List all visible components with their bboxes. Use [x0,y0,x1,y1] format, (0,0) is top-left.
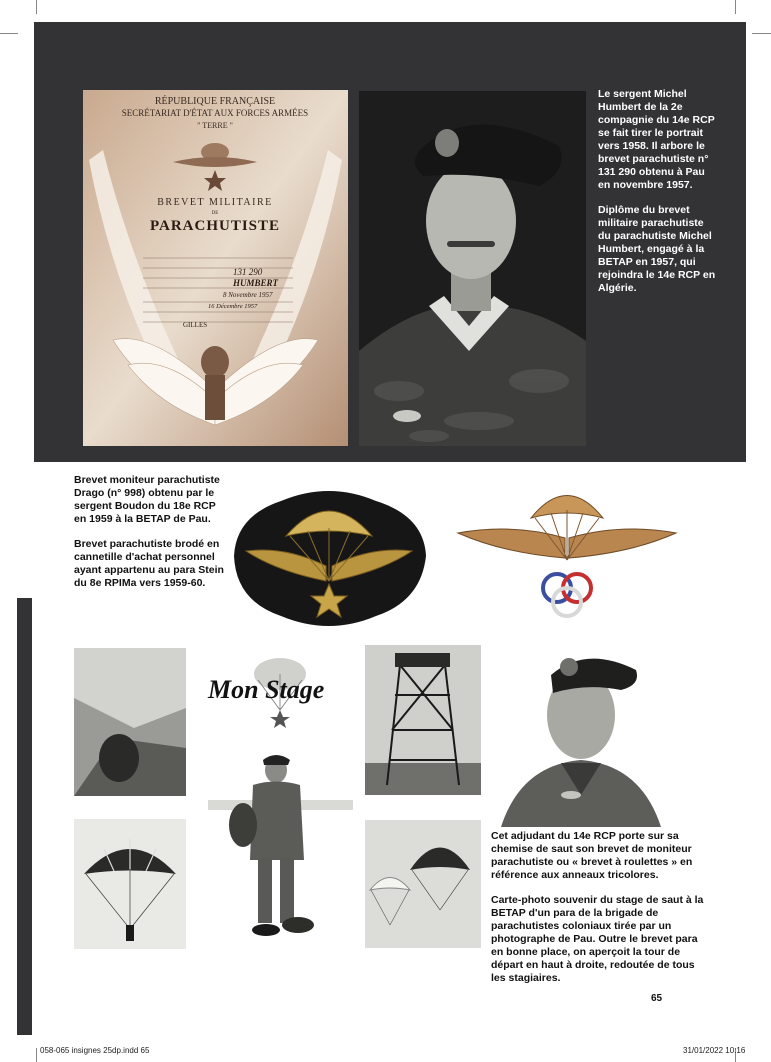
mon-stage-card [200,650,350,730]
caption-top-diploma: Diplôme du brevet militaire parachutiste du parachutiste Michel Humbert, engagé à la BETAP en 1957, qui rejoindra le 14e RCP en Algérie. [598,204,716,294]
jump-door-photo [74,648,186,796]
diploma-line3: " TERRE " [197,121,233,130]
caption-middle-drago: Brevet moniteur parachutiste Drago (n° 998) obtenu par le sergent Boudon du 18e RCP en 1959 à la BETAP de Pau. [74,474,220,525]
diploma-signatory: GILLES [183,321,208,329]
adjudant-portrait-photo [491,645,669,827]
embroidered-badge-photo [226,476,432,636]
diploma-number: 131 290 [233,267,263,277]
crop-mark [36,1048,37,1062]
diploma-sign-date: 16 Décembre 1957 [208,303,258,310]
diploma-name: HUMBERT [233,278,279,288]
jump-tower-photo [365,645,481,795]
caption-top [598,88,718,307]
caption-bottom-adjudant: Cet adjudant du 14e RCP porte sur sa chemise de saut son brevet de moniteur parachutiste ou « brevet à roulettes » en référence aux anneaux tricolores. [491,830,693,881]
parachute-canopy-photo [74,819,186,949]
diploma-line4: BREVET MILITAIRE [157,197,273,208]
caption-bottom [491,830,711,997]
caption-middle-embroidered: Brevet parachutiste brodé en cannetille d'achat personnel ayant appartenu au para Stein du 8e RPIMa vers 1959-60. [74,538,224,589]
sidebar-bar [17,598,32,1035]
sergeant-portrait-photo [359,91,586,446]
page-number: 65 [651,993,663,1004]
diploma-line5: DE [211,211,219,216]
stage-card-title: Mon Stage [208,675,325,704]
footer-file-name: 058-065 insignes 25dp.indd 65 [40,1046,150,1055]
crop-mark [0,33,18,34]
caption-bottom-stage-card: Carte-photo souvenir du stage de saut à la BETAP d'un para de la brigade de parachutistes coloniaux tirée par un photographe de Pau. Outre le brevet para en bonne place, on aperçoit la tour de départ en haut à droite, redoutée de tous les stagiaires. [491,894,704,984]
diploma-line6: PARACHUTISTE [149,218,281,234]
crop-mark [752,33,771,34]
moniteur-badge-photo [453,478,681,618]
crop-mark [735,0,736,14]
footer-date: 31/01/2022 10:16 [683,1046,746,1055]
two-parachutes-photo [365,820,481,948]
diploma-photo [83,90,348,446]
crop-mark [36,0,37,14]
diploma-line1: RÉPUBLIQUE FRANÇAISE [154,96,276,107]
diploma-line2: SECRÉTARIAT D'ÉTAT AUX FORCES ARMÉES [121,108,309,118]
diploma-date: 8 Novembre 1957 [223,291,273,299]
paratrooper-standing-photo [208,740,353,945]
caption-top-portrait: Le sergent Michel Humbert de la 2e compagnie du 14e RCP se fait tirer le portrait vers 1958. Il arbore le brevet parachutiste n° 131 290 obtenu à Pau en novembre 1957. [598,88,715,191]
caption-middle [74,474,224,602]
